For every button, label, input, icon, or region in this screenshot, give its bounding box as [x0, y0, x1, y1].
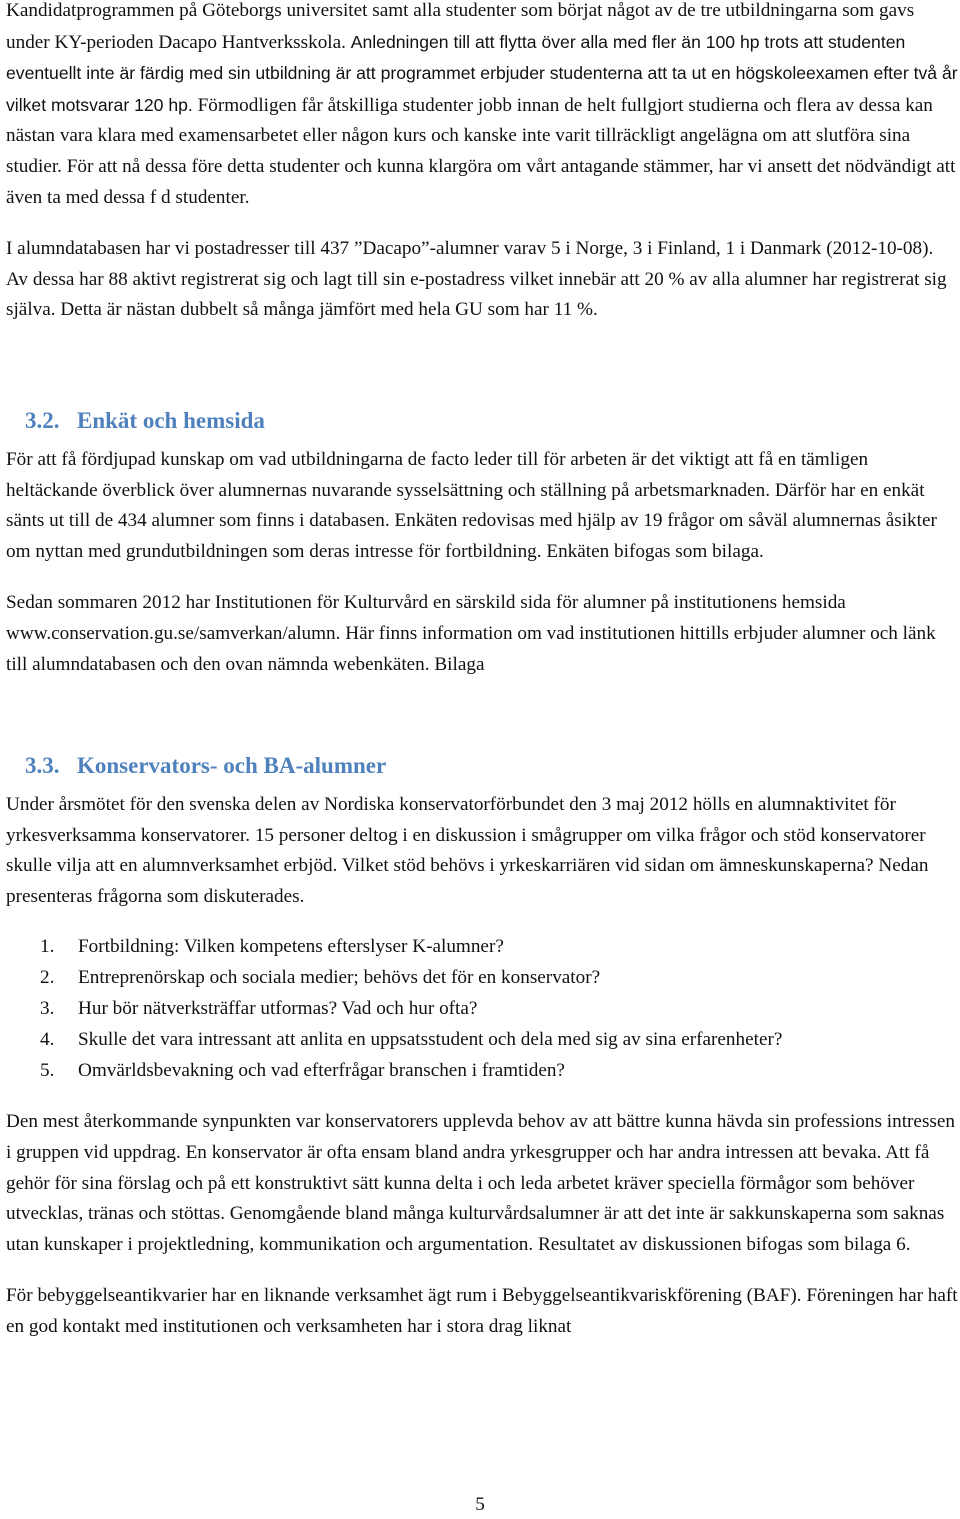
question-list: [6, 932, 958, 1086]
document-page: [6, 0, 958, 1343]
section-number: 3.2.: [25, 407, 60, 433]
list-item: [6, 1025, 958, 1056]
page-number: 5: [475, 1494, 485, 1515]
paragraph-baf: För bebyggelseantikvarier har en liknande verksamhet ägt rum i Bebyggelseantikvariskförening (BAF). Föreningen har haft en god kontakt med institutionen och verksamheten har i stora drag liknat: [6, 1285, 958, 1338]
section-title: Konservators- och BA-alumner: [77, 753, 387, 779]
paragraph-annual-meeting: Under årsmötet för den svenska delen av Nordiska konservatorförbundet den 3 maj 2012 hölls en alumnaktivitet för yrkesverksamma konservatorer. 15 personer deltog i en diskussion i smågrupper om vilka frågor och stöd konservatorer skulle vilja att en alumnverksamhet erbjöd. Vilket stöd behövs i yrkeskarriären vid sidan om ämneskunskaperna? Nedan presenteras frågorna som diskuterades.: [6, 794, 929, 907]
section-heading-3-2: [6, 406, 958, 436]
list-item: [6, 932, 958, 963]
paragraph-website: Sedan sommaren 2012 har Institutionen för Kulturvård en särskild sida för alumner på institutionens hemsida www.conservation.gu.se/samverkan/alumn. Här finns information om vad institutionen hittills erbjuder alumner och länk till alumndatabasen och den ovan nämnda webenkäten. Bilaga: [6, 592, 936, 675]
list-number: 5.: [40, 1059, 55, 1081]
section-number: 3.3.: [25, 753, 60, 779]
list-number: 1.: [40, 936, 55, 958]
paragraph-intro-part-a: Kandidatprogrammen på Göteborgs universitet samt alla studenter som börjat något av de tre utbildningarna som gavs under KY-perioden Dacapo Hantverksskola.: [6, 0, 915, 53]
list-text: Fortbildning: Vilken kompetens efterslyser K-alumner?: [78, 936, 504, 958]
list-number: 4.: [40, 1028, 55, 1050]
list-text: Omvärldsbevakning och vad efterfrågar branschen i framtiden?: [78, 1059, 565, 1081]
paragraph-intro-part-b: Anledningen till att flytta över alla med fler än 100 hp trots att studenten eventuellt inte är färdig med sin utbildning är att programmet erbjuder studenterna att ta ut en högskoleexamen efter två år vilket motsvarar 120 hp.: [6, 31, 958, 115]
section-title: Enkät och hemsida: [77, 407, 265, 433]
section-heading-3-3: [6, 751, 958, 781]
paragraph-intro: [6, 0, 958, 213]
list-item: [6, 994, 958, 1025]
paragraph-intro-part-c: Förmodligen får åtskilliga studenter jobb innan de helt fullgjort studierna och flera av dessa kan nästan vara klara med examensarbetet eller någon kurs och kanske inte varit tillräckligt angelägna om att slutföra sina studier. För att nå dessa före detta studenter och kunna klargöra om vårt antagande stämmer, har vi ansett det nödvändigt att även ta med dessa f d studenter.: [6, 94, 956, 208]
paragraph-discussion-result: Den mest återkommande synpunkten var konservatorers upplevda behov av att bättre kunna hävda sin professions intressen i gruppen vid uppdrag. En konservator är ofta ensam bland andra yrkesgrupper och har andra intressen att bevaka. Att få gehör för sina förslag och på ett konstruktivt sätt kunna delta i och leda arbetet kräver speciella förmågor som behöver utvecklas, tränas och stöttas. Genomgående bland många kulturvårdsalumner är att det inte är sakkunskaperna som saknas utan kunskaper i projektledning, kommunikation och argumentation. Resultatet av diskussionen bifogas som bilaga 6.: [6, 1111, 955, 1255]
list-number: 3.: [40, 998, 55, 1020]
paragraph-alumndatabase: I alumndatabasen har vi postadresser till 437 ”Dacapo”-alumner varav 5 i Norge, 3 i Finland, 1 i Danmark (2012-10-08). Av dessa har 88 aktivt registrerat sig och lagt till sin e-postadress vilket innebär att 20 % av alla alumner har registrerat sig själva. Detta är nästan dubbelt så många jämfört med hela GU som har 11 %.: [6, 238, 947, 321]
list-text: Hur bör nätverksträffar utformas? Vad och hur ofta?: [78, 998, 478, 1020]
list-item: [6, 963, 958, 994]
paragraph-survey: För att få fördjupad kunskap om vad utbildningarna de facto leder till för arbeten är det viktigt att få en tämligen heltäckande överblick över alumnernas nuvarande sysselsättning och ställning på arbetsmarknaden. Därför har en enkät sänts ut till de 434 alumner som finns i databasen. Enkäten redovisas med hjälp av 19 frågor om såväl alumnernas åsikter om nyttan med grundutbildningen som deras intresse för fortbildning. Enkäten bifogas som bilaga.: [6, 448, 937, 562]
list-text: Entreprenörskap och sociala medier; behövs det för en konservator?: [78, 967, 601, 989]
list-number: 2.: [40, 967, 55, 989]
list-item: [6, 1056, 958, 1087]
list-text: Skulle det vara intressant att anlita en uppsatsstudent och dela med sig av sina erfarenheter?: [78, 1028, 783, 1050]
